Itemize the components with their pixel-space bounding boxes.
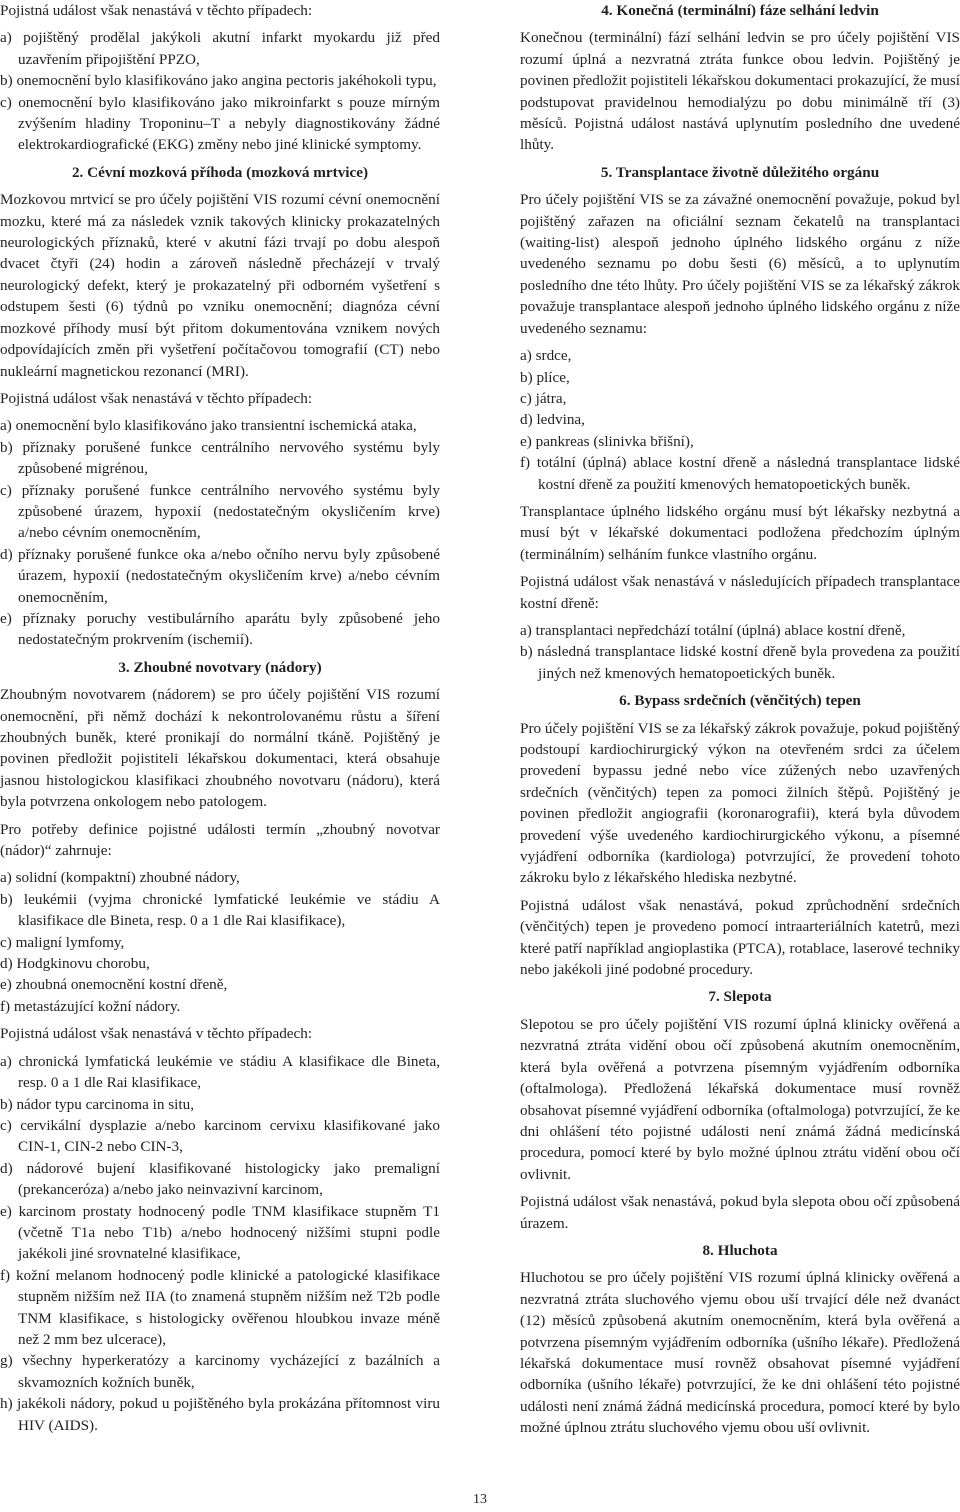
list-item: b) plíce, (520, 368, 570, 386)
list-item: f) metastázující kožní nádory. (0, 997, 181, 1015)
bypass-heading: 6. Bypass srdečních (věnčitých) tepen (619, 692, 861, 710)
list-item: b) leukémii (vyjma chronické lymfatické leukémie ve stádiu A klasifikace dle Bineta, resp. 0 a 1 dle Rai klasifikace), (0, 890, 440, 930)
mi-exclusions-intro: Pojistná událost však nenastává v těchto případech: (0, 2, 313, 19)
list-item: e) zhoubná onemocnění kostní dřeně, (0, 976, 228, 994)
list-item: b) nádor typu carcinoma in situ, (0, 1095, 195, 1113)
list-item: a) chronická lymfatická leukémie ve stádiu A klasifikace dle Bineta, resp. 0 a 1 dle Rai klasifikace, (0, 1052, 440, 1092)
list-item: h) jakékoli nádory, pokud u pojištěného byla prokázána přítomnost viru HIV (AIDS). (0, 1395, 440, 1434)
left-column (0, 0, 440, 1442)
cancer-heading: 3. Zhoubné novotvary (nádory) (118, 658, 322, 676)
list-item: f) kožní melanom hodnocený podle klinické a patologické klasifikace stupněm nižším než IIA (to znamená stupněm nižším než T2b podle TNM klasifikace, s histologicky ověřenou hloubkou invaze méně než 2 mm bez ulcerace), (0, 1266, 440, 1348)
stroke-exclusions-list (0, 415, 440, 650)
blindness-exclusion: Pojistná událost však nenastává, pokud byla slepota obou očí způsobená úrazem. (520, 1193, 960, 1232)
mi-exclusions-list (0, 27, 440, 155)
kidney-heading: 4. Konečná (terminální) fáze selhání ledvin (601, 2, 879, 19)
list-item: d) Hodgkinovu chorobu, (0, 955, 150, 973)
transplant-exclusions-intro: Pojistná událost však nenastává v následujících případech transplantace kostní dřeně: (520, 573, 960, 612)
bypass-exclusion: Pojistná událost však nenastává, pokud zprůchodnění srdečních (věnčitých) tepen je provedeno pomocí intraarteriálních katetrů, mezi které patří například angioplastika (PTCA), rotablace, laserové techniky nebo jakékoli jiné podobné procedury. (520, 896, 960, 979)
list-item: e) karcinom prostaty hodnocený podle TNM klasifikace stupněm T1 (včetně T1a nebo T1b) a/nebo hodnocený nižšími stupni podle jakékoli jiné srovnatelné klasifikace, (0, 1202, 440, 1263)
cancer-exclusions-list (0, 1051, 440, 1436)
blindness-heading: 7. Slepota (708, 988, 772, 1006)
list-item: b) onemocnění bylo klasifikováno jako angina pectoris jakéhokoli typu, (0, 72, 437, 90)
list-item: d) příznaky porušené funkce oka a/nebo očního nervu byly způsobené úrazem, hypoxií (nedostatečným okysličením krve) a/nebo cévním onemocněním, (0, 545, 440, 606)
transplant-heading: 5. Transplantace životně důležitého orgánu (600, 163, 880, 181)
stroke-heading: 2. Cévní mozková příhoda (mozková mrtvice) (71, 163, 369, 181)
list-item: d) nádorové bujení klasifikované histologicky jako premaligní (prekanceróza) a/nebo jako neinvazivní karcinom, (0, 1159, 440, 1199)
deafness-heading: 8. Hluchota (702, 1241, 778, 1259)
transplant-note: Transplantace úplného lidského orgánu musí být lékařsky nezbytná a musí být v lékařské dokumentaci podložena předchozím úplným (terminálním) selháním funkce vlastního orgánu. (520, 502, 960, 563)
cancer-exclusions-intro: Pojistná událost však nenastává v těchto případech: (0, 1025, 313, 1043)
list-item: c) cervikální dysplazie a/nebo karcinom cervixu klasifikované jako CIN-1, CIN-2 nebo CIN-3, (0, 1116, 440, 1156)
list-item: g) všechny hyperkeratózy a karcinomy vycházející z bazálních a skvamozních kožních buněk, (0, 1352, 440, 1391)
cancer-includes-list (0, 867, 440, 1017)
page-number: 13 (473, 1492, 487, 1507)
list-item: c) maligní lymfomy, (0, 933, 125, 951)
stroke-definition: Mozkovou mrtvicí se pro účely pojištění VIS rozumí cévní onemocnění mozku, které má za následek vznik takových klinicky prokazatelných neurologických příznaků, které v akutní fázi trvají po dobu alespoň dvacet čtyři (24) hodin a zároveň následně přecházejí v trvalý neurologický defekt, který je prokazatelný při odborném vyšetření s odstupem šesti (6) týdnů po vzniku onemocnění; diagnóza cévní mozkové příhody musí být přitom dokumentována vznikem nových odpovídajících změn při vyšetření počítačovou tomografií (CT) nebo nukleární magnetickou rezonancí (MRI). (0, 191, 440, 380)
transplant-text: Pro účely pojištění VIS se za závažné onemocnění považuje, pokud byl pojištěný zařazen na oficiální seznam čekatelů na transplantaci (waiting-list) alespoň jednoho úplného lidského orgánu z níže uvedeného seznamu po dobu šesti (6) měsíců, a to uplynutím posledního dne této lhůty. Pro účely pojištění VIS se za lékařský zákrok považuje transplantace alespoň jednoho úplného lidského orgánu z níže uvedeného seznamu: (520, 191, 960, 337)
list-item: c) onemocnění bylo klasifikováno jako mikroinfarkt s pouze mírným zvýšením hladiny Troponinu–T a nebyly diagnostikovány žádné elektrokardiografické (EKG) změny nebo jiné klinické symptomy. (0, 93, 440, 154)
list-item: a) onemocnění bylo klasifikováno jako transientní ischemická ataka, (0, 417, 417, 435)
transplant-organs-list (520, 345, 960, 495)
list-item: a) srdce, (520, 347, 572, 365)
list-item: d) ledvina, (520, 411, 585, 429)
list-item: b) příznaky porušené funkce centrálního nervového systému byly způsobené migrénou, (0, 438, 440, 478)
blindness-text: Slepotou se pro účely pojištění VIS rozumí úplná klinicky ověřená a nezvratná ztráta vidění obou očí způsobená akutním onemocněním, která byla ověřená a potvrzena písemným vyjádřením odborníka (oftalmologa). Předložená lékařská dokumentace musí rovněž obsahovat písemné vyjádření odborníka (oftalmologa) potvrzující, že ke dni ohlášení této pojistné události není známá žádná medicínská procedura, pomocí které by bylo možné úplnou ztrátu vidění obou očí ovlivnit. (520, 1015, 960, 1183)
cancer-includes-intro: Pro potřeby definice pojistné události termín „zhoubný novotvar (nádor)“ zahrnuje: (0, 820, 440, 860)
bypass-text: Pro účely pojištění VIS se za lékařský zákrok považuje, pokud pojištěný podstoupí kardiochirurgický výkon na otevřeném srdci za účelem provedení bypassu jedné nebo více zúžených nebo uzavřených srdečních (věnčitých) tepen za pomoci žilních štěpů. Pojištěný je povinen předložit angiografii (koronarografii), která byla důvodem provedení výše uvedeného kardiochirurgického výkonu, a písemné vyjádření odborníka (kardiologa) potvrzující, že provedení tohoto zákroku bylo z lékařského hlediska nezbytné. (520, 719, 960, 887)
list-item: e) příznaky poruchy vestibulárního aparátu byly způsobené jeho nedostatečným prokrvením (ischemií). (0, 609, 440, 649)
list-item: a) transplantaci nepředchází totální (úplná) ablace kostní dřeně, (520, 621, 906, 639)
cancer-definition: Zhoubným novotvarem (nádorem) se pro účely pojištění VIS rozumí onemocnění, při němž dochází k nekontrolovanému růstu a šíření zhoubných buněk, které pronikají do normální tkáně. Pojištěný je povinen předložit pojistiteli lékařskou dokumentaci, která obsahuje jasnou histologickou klasifikaci zhoubného novotvaru (nádoru), která byla potvrzena onkologem nebo patologem. (0, 686, 440, 811)
list-item: a) pojištěný prodělal jakýkoli akutní infarkt myokardu již před uzavřením připojištění PPZO, (0, 29, 440, 68)
kidney-text: Konečnou (terminální) fází selhání ledvin se pro účely pojištění VIS rozumí úplná a nezvratná ztráta funkce obou ledvin. Pojištěný je povinen předložit pojistiteli lékařskou dokumentaci prokazující, že musí podstupovat pravidelnou hemodialýzu po dobu minimálně tří (3) měsíců. Pojistná událost nastává uplynutím posledního dne uvedené lhůty. (520, 29, 960, 154)
right-column (520, 0, 960, 1445)
list-item: c) příznaky porušené funkce centrálního nervového systému byly způsobené úrazem, hypoxií (nedostatečným okysličením krve) a/nebo cévním onemocněním, (0, 481, 440, 542)
list-item: f) totální (úplná) ablace kostní dřeně a následná transplantace lidské kostní dřeně za použití kmenových hematopoetických buněk. (520, 454, 960, 493)
list-item: b) následná transplantace lidské kostní dřeně byla provedena za použití jiných než kmenových hematopoetických buněk. (520, 643, 960, 682)
list-item: c) játra, (520, 389, 567, 407)
deafness-text: Hluchotou se pro účely pojištění VIS rozumí úplná klinicky ověřená a nezvratná ztráta sluchového vjemu obou uší trvající déle než dvanáct (12) měsíců způsobená akutním onemocněním, která byla ověřená a potvrzena písemným vyjádřením odborníka (ušního lékaře). Předložená lékařská dokumentace musí rovněž obsahovat písemné vyjádření odborníka (ušního lékaře) potvrzující, že ke dni ohlášení této pojistné události není známá žádná medicínská procedura, pomocí které by bylo možné úplnou ztrátu sluchového vjemu obou uší ovlivnit. (520, 1269, 960, 1437)
stroke-exclusions-intro: Pojistná událost však nenastává v těchto případech: (0, 389, 313, 407)
list-item: a) solidní (kompaktní) zhoubné nádory, (0, 869, 240, 887)
transplant-exclusions-list (520, 620, 960, 684)
list-item: e) pankreas (slinivka břišní), (520, 432, 694, 450)
